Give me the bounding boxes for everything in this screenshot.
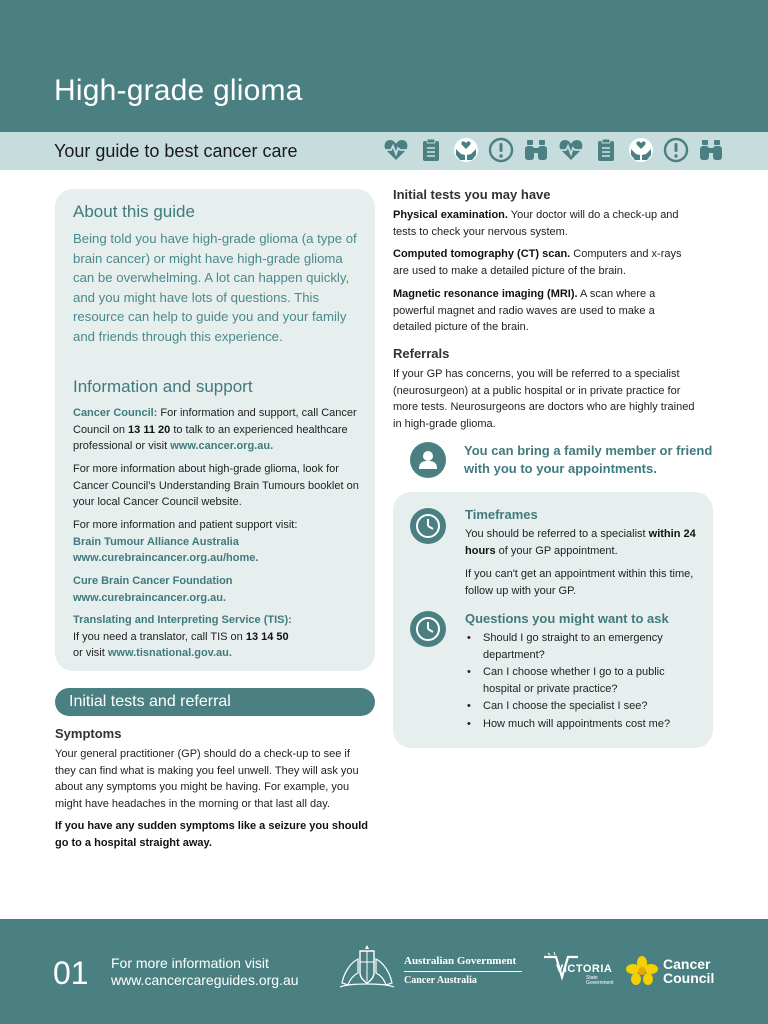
page-title: High-grade glioma [54, 74, 303, 107]
tests-heading: Initial tests you may have [393, 187, 551, 202]
timeframes-text [465, 526, 705, 559]
cancer-council-wordmark [663, 957, 714, 985]
patient-support-text [73, 517, 368, 567]
victoria-wordmark: VICTORIA [556, 963, 613, 975]
tis-text-1: If you need a translator, call TIS on [73, 630, 246, 643]
mri-text [393, 286, 683, 336]
tis-info [73, 612, 368, 662]
btaa-link[interactable]: www.curebraincancer.org.au/home. [73, 552, 259, 564]
symptoms-heading: Symptoms [55, 726, 122, 741]
binoculars-icon [698, 137, 724, 163]
cancer-council-link[interactable]: www.cancer.org.au. [170, 440, 274, 452]
hands-heart-icon [453, 137, 479, 163]
footer-info-line: For more information visit [111, 955, 269, 971]
about-guide-panel [55, 189, 375, 671]
page-footer [0, 919, 768, 1024]
icon-row [383, 137, 724, 165]
cc-text-1: For information and support, call Cancer Council on [73, 407, 357, 436]
symptoms-warning: If you have any sudden symptoms like a seizure you should go to a hospital straight away. [55, 820, 368, 849]
tis-phone[interactable]: 13 14 50 [245, 630, 289, 643]
cbcf-info [73, 573, 368, 606]
cancer-council-label: Cancer Council: [73, 407, 158, 419]
questions-heading: Questions you might want to ask [465, 611, 669, 626]
list-item: • Should I go straight to an emergency department? [465, 630, 705, 663]
clock-icon [410, 611, 446, 647]
page-header [0, 0, 768, 132]
cancer-council-logo [625, 955, 725, 989]
heart-pulse-icon [558, 137, 584, 163]
tis-name: Translating and Interpreting Service (TIS): [73, 614, 292, 626]
footer-website-link[interactable]: www.cancercareguides.org.au [111, 972, 299, 988]
physical-exam-label: Physical examination. [393, 209, 508, 221]
cc-line-1: Cancer [663, 956, 711, 972]
info-support-heading: Information and support [73, 377, 253, 396]
physical-exam-desc: Your doctor will do a check-up and tests to check your nervous system. [393, 209, 679, 238]
binoculars-icon [523, 137, 549, 163]
section-pill [55, 688, 375, 716]
person-icon [410, 442, 446, 478]
ct-scan-label: Computed tomography (CT) scan. [393, 248, 571, 260]
tis-text-2: or visit [73, 647, 108, 659]
ag-line-2: Cancer Australia [404, 975, 477, 986]
victoria-sub-1: State [586, 975, 598, 981]
exclamation-icon [488, 137, 514, 163]
cancer-council-info [73, 405, 368, 455]
victoria-sub-2: Government [586, 980, 614, 986]
mri-desc: A scan where a powerful magnet and radio waves are used to make a detailed picture of the brain. [393, 288, 656, 333]
page-number: 01 [53, 955, 89, 991]
footer-info [111, 955, 299, 989]
ag-divider [404, 971, 522, 972]
physical-exam-text [393, 207, 693, 240]
mri-label: Magnetic resonance imaging (MRI). [393, 288, 578, 300]
cancer-council-phone[interactable]: 13 11 20 [128, 423, 171, 436]
timeframes-panel [393, 492, 713, 748]
about-text: Being told you have high-grade glioma (a type of brain cancer) or might have high-grade glioma can be overwhelming. A lot can happen quickly, and you might have lots of questions. This resource can help to guide you and your family and friends through this experience. [73, 231, 357, 344]
questions-list [465, 630, 705, 733]
referrals-heading: Referrals [393, 346, 450, 361]
exclamation-icon [663, 137, 689, 163]
patient-support-label: For more information and patient support visit: [73, 519, 298, 531]
hands-heart-icon [628, 137, 654, 163]
heart-pulse-icon [383, 137, 409, 163]
timeframes-heading: Timeframes [465, 507, 538, 522]
timeframes-bold: within 24 hours [465, 528, 696, 557]
clock-icon [410, 508, 446, 544]
btaa-name: Brain Tumour Alliance Australia [73, 535, 239, 548]
referrals-text: If your GP has concerns, you will be referred to a specialist (neurosurgeon) at a public hospital or in private practice for more tests. Neurosurgeons are doctors who are highly trained in high-grade glioma. [393, 368, 695, 430]
daffodil-icon [625, 955, 659, 989]
about-heading: About this guide [73, 202, 195, 221]
timeframes-text-1: You should be referred to a specialist [465, 528, 649, 540]
cbcf-name: Cure Brain Cancer Foundation [73, 575, 233, 587]
timeframes-text-2: of your GP appointment. [495, 544, 618, 557]
victoria-sub [586, 976, 614, 986]
tis-link[interactable]: www.tisnational.gov.au. [107, 647, 232, 659]
victoria-state-government-logo [542, 951, 612, 989]
list-item: • Can I choose whether I go to a public hospital or private practice? [465, 664, 705, 697]
symptoms-text: Your general practitioner (GP) should do a check-up to see if they can find what is making you feel unwell. They will ask you about any symptoms you might be having. For example, you might have headaches in the morning or that last all day. [55, 748, 359, 810]
cc-text-2: to talk to an experienced healthcare professional or visit [73, 423, 348, 452]
page-subtitle: Your guide to best cancer care [54, 141, 298, 161]
clipboard-icon [418, 137, 444, 163]
timeframes-followup: If you can't get an appointment within this time, follow up with your GP. [465, 568, 694, 597]
subtitle-bar [0, 132, 768, 170]
ct-scan-desc: Computers and x-rays are used to make a detailed picture of the brain. [393, 248, 682, 277]
coat-of-arms-icon [336, 943, 398, 991]
ag-line-1: Australian Government [404, 955, 517, 967]
more-info-text: For more information about high-grade glioma, look for Cancer Council's Understanding Brain Tumours booklet on your local Cancer Council website. [73, 463, 359, 508]
bring-family-message: You can bring a family member or friend with you to your appointments. [464, 443, 713, 476]
cc-line-2: Council [663, 970, 715, 986]
ct-scan-text [393, 246, 693, 279]
clipboard-icon [593, 137, 619, 163]
section-pill-label: Initial tests and referral [69, 693, 231, 710]
list-item: • How much will appointments cost me? [465, 716, 705, 733]
australian-government-logo [336, 943, 526, 993]
list-item: • Can I choose the specialist I see? [465, 698, 705, 715]
cbcf-link[interactable]: www.curebraincancer.org.au. [73, 591, 227, 604]
